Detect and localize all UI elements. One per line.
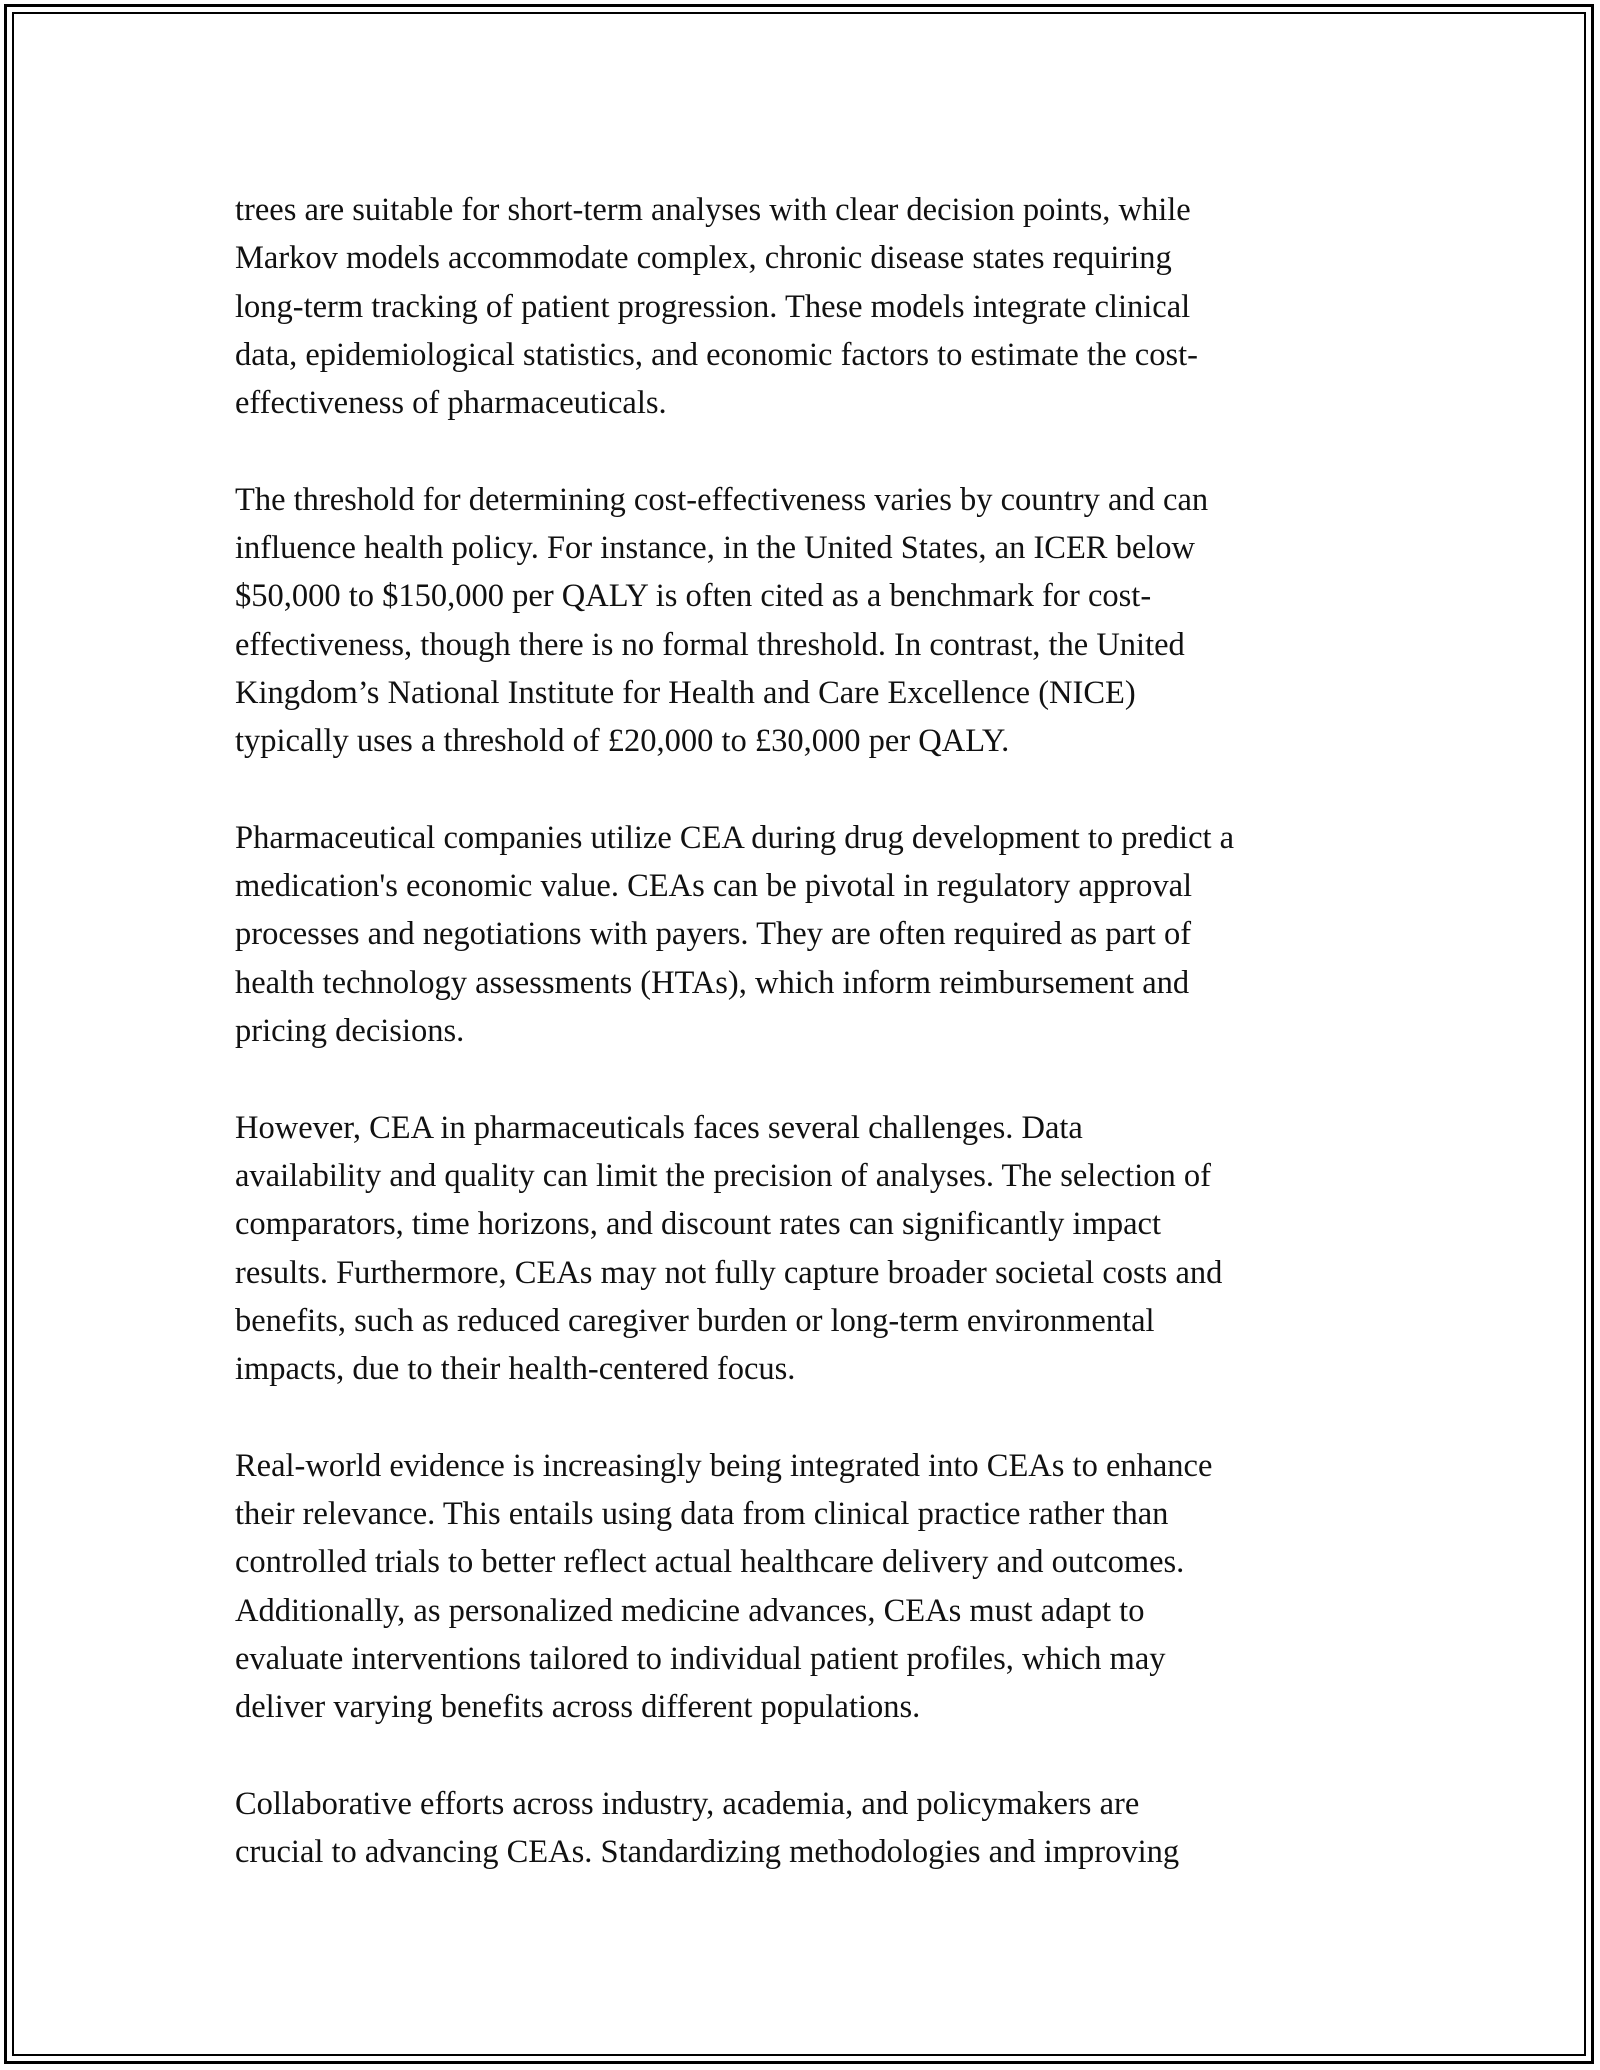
paragraph-model-types [235,186,1380,427]
text-line: their relevance. This entails using data from clinical practice rather than [235,1496,1169,1533]
text-line: availability and quality can limit the precision of analyses. The selection of [235,1157,1211,1194]
text-line: controlled trials to better reflect actual healthcare delivery and outcomes. [235,1544,1185,1581]
text-line: Kingdom’s National Institute for Health and Care Excellence (NICE) [235,674,1136,711]
text-line: influence health policy. For instance, in the United States, an ICER below [235,530,1196,567]
paragraph-collaboration [235,1780,1380,1877]
text-line: Collaborative efforts across industry, academia, and policymakers are [235,1785,1140,1822]
text-line: evaluate interventions tailored to individual patient profiles, which may [235,1640,1166,1677]
text-line: pricing decisions. [235,1013,465,1050]
text-line: Real-world evidence is increasingly being integrated into CEAs to enhance [235,1447,1213,1484]
text-line: typically uses a threshold of £20,000 to £30,000 per QALY. [235,723,1010,760]
text-line: $50,000 to $150,000 per QALY is often cited as a benchmark for cost- [235,578,1152,615]
text-line: However, CEA in pharmaceuticals faces several challenges. Data [235,1109,1083,1146]
text-line: data, epidemiological statistics, and economic factors to estimate the cost- [235,336,1198,373]
text-line: medication's economic value. CEAs can be pivotal in regulatory approval [235,868,1193,905]
text-line: long-term tracking of patient progression. These models integrate clinical [235,288,1191,325]
text-line: benefits, such as reduced caregiver burden or long-term environmental [235,1302,1155,1339]
text-line: Pharmaceutical companies utilize CEA during drug development to predict a [235,819,1235,856]
paragraph-threshold [235,476,1380,766]
text-line: trees are suitable for short-term analyses with clear decision points, while [235,192,1191,228]
text-line: effectiveness, though there is no formal threshold. In contrast, the United [235,626,1185,663]
text-line: comparators, time horizons, and discount rates can significantly impact [235,1206,1161,1243]
text-line: health technology assessments (HTAs), which inform reimbursement and [235,964,1190,1001]
document-body [235,186,1380,1925]
paragraph-pharma-companies [235,814,1380,1055]
text-line: results. Furthermore, CEAs may not fully capture broader societal costs and [235,1254,1223,1291]
text-line: processes and negotiations with payers. They are often required as part of [235,916,1192,953]
text-line: Markov models accommodate complex, chronic disease states requiring [235,240,1172,277]
text-line: The threshold for determining cost-effectiveness varies by country and can [235,481,1209,518]
text-line: Additionally, as personalized medicine advances, CEAs must adapt to [235,1592,1145,1629]
text-line: crucial to advancing CEAs. Standardizing methodologies and improving [235,1834,1180,1871]
paragraph-real-world-evidence [235,1442,1380,1732]
text-line: effectiveness of pharmaceuticals. [235,385,667,422]
paragraph-challenges [235,1104,1380,1394]
text-line: impacts, due to their health-centered focus. [235,1351,796,1388]
text-line: deliver varying benefits across different populations. [235,1689,921,1726]
